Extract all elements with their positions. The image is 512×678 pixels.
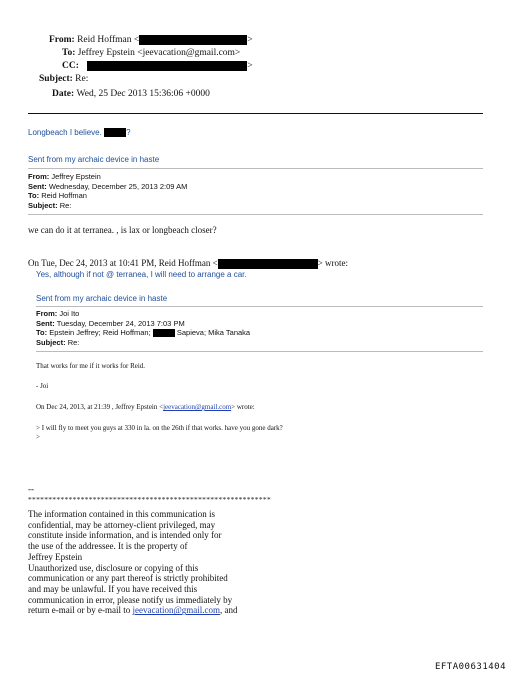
quote-divider [28, 214, 483, 215]
redaction-block [139, 35, 247, 45]
footer-dashes: -- [28, 484, 34, 494]
quote3-quoted: > I will fly to meet you guys at 330 in la. on the 26th if that works. have you gone dark? > [36, 424, 283, 441]
quote3-intro: On Dec 24, 2013, at 21:39 , Jeffrey Epstein <jeevacation@gmail.com> wrote: [36, 403, 255, 411]
quote-divider [36, 306, 483, 307]
quote-divider [36, 351, 483, 352]
quote-divider [28, 168, 483, 169]
to-label: To: [62, 48, 76, 58]
cc-value-end: > [247, 61, 253, 72]
cc-label: CC: [62, 61, 79, 72]
email-link[interactable]: jeevacation@gmail.com [163, 403, 232, 411]
disclaimer-line: and may be unlawful. If you have received this [28, 583, 198, 594]
disclaimer-last-line: return e-mail or by e-mail to jeevacation@gmail.com, and [28, 605, 238, 616]
date-label: Date: [52, 89, 75, 99]
from-label: From: [49, 35, 75, 46]
header-date-row [52, 89, 210, 99]
disclaimer-line: communication or any part thereof is strictly prohibited [28, 573, 228, 584]
redaction-block [218, 259, 318, 269]
document-id: EFTA00631404 [434, 662, 506, 672]
quote1-body: we can do it at terranea. , is lax or longbeach closer? [28, 225, 217, 235]
redaction-block [153, 329, 175, 337]
quote1-header: From: Jeffrey Epstein Sent: Wednesday, December 25, 2013 2:09 AM To: Reid Hoffman Subject: Re: [28, 172, 188, 210]
quote3-body: That works for me if it works for Reid. [36, 362, 146, 370]
quote2-body: Yes, although if not @ terranea, I will need to arrange a car. [36, 270, 247, 279]
quote3-header: From: Joi Ito Sent: Tuesday, December 24, 2013 7:03 PM To: Epstein Jeffrey; Reid Hoffman; Sapieva; Mika Tanaka Subject: Re: [36, 309, 251, 347]
email-link[interactable]: jeevacation@gmail.com [132, 605, 220, 616]
from-value-end: > [247, 35, 253, 46]
header-to-row [62, 48, 240, 58]
header-from-row [49, 35, 253, 45]
disclaimer-line: The information contained in this communication is [28, 509, 215, 519]
subject-label: Subject: [39, 74, 73, 84]
disclaimer-line: Unauthorized use, disclosure or copying of this [28, 562, 199, 573]
disclaimer [28, 509, 288, 616]
disclaimer-line: Jeffrey Epstein [28, 551, 83, 562]
reply-signature: Sent from my archaic device in haste [28, 155, 160, 164]
disclaimer-line: confidential, may be attorney-client privileged, may [28, 519, 216, 530]
quote3-sign: - Joi [36, 382, 49, 390]
header-subject-row [39, 74, 88, 84]
redaction-block [87, 61, 247, 71]
header-divider [28, 113, 483, 114]
redaction-block [104, 128, 126, 137]
quote2-intro: On Tue, Dec 24, 2013 at 10:41 PM, Reid Hoffman < > wrote: [28, 258, 348, 268]
reply-body: Longbeach I believe. ? [28, 128, 131, 137]
to-value: Jeffrey Epstein <jeevacation@gmail.com> [77, 48, 241, 58]
disclaimer-line: the use of the addressee. It is the property of [28, 541, 188, 552]
disclaimer-line: communication in error, please notify us immediately by [28, 594, 233, 605]
disclaimer-line: constitute inside information, and is intended only for [28, 530, 222, 541]
subject-value: Re: [75, 74, 89, 84]
from-value: Reid Hoffman < [77, 35, 140, 46]
quote2-signature: Sent from my archaic device in haste [36, 294, 168, 303]
footer-stars: ************************************************************ [28, 495, 271, 504]
header-cc-row [62, 61, 253, 71]
date-value: Wed, 25 Dec 2013 15:36:06 +0000 [76, 89, 210, 99]
